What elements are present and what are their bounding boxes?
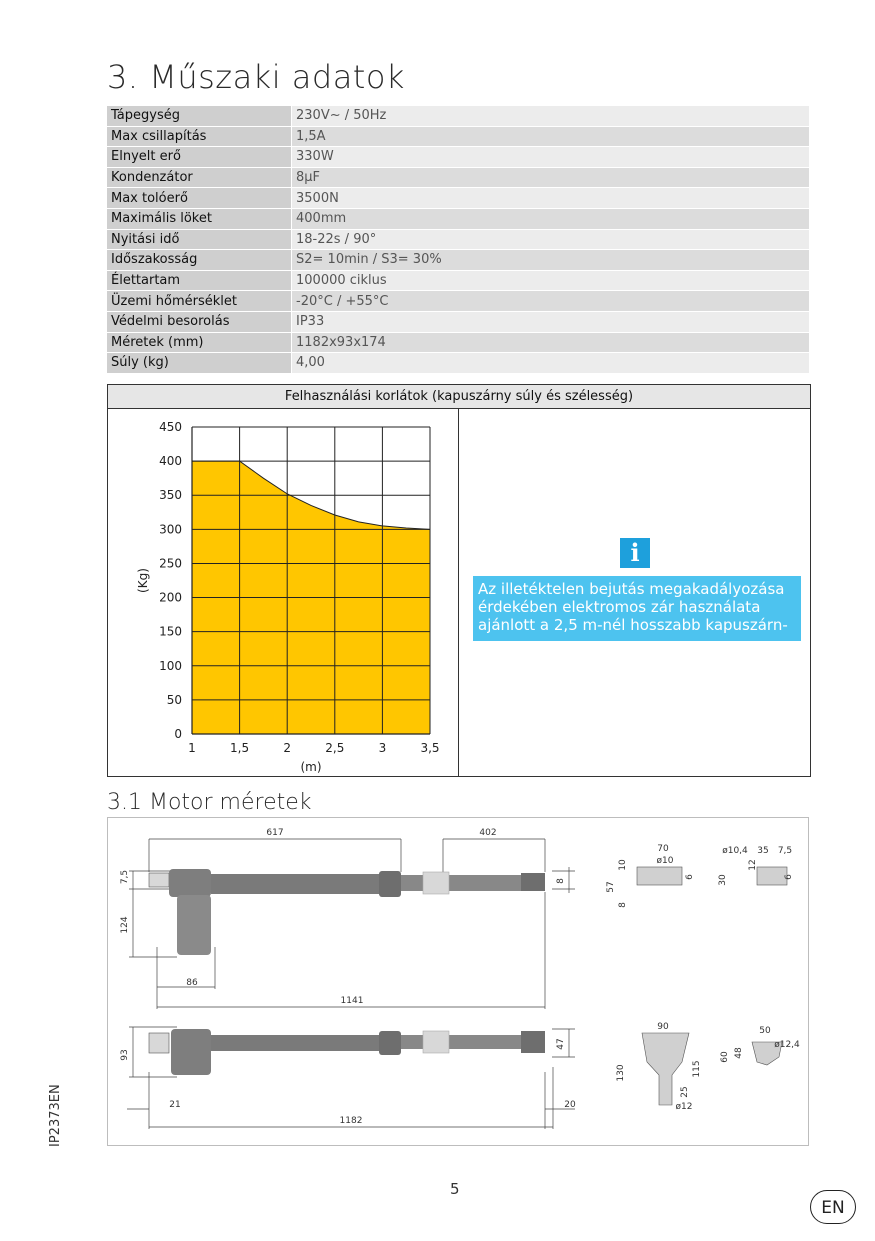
dim-b4-48: 48	[734, 1047, 744, 1059]
spec-label: Tápegység	[107, 106, 292, 127]
chart-y-tick-label: 100	[159, 658, 182, 673]
spec-value: -20°C / +55°C	[292, 291, 810, 312]
spec-value: 400mm	[292, 208, 810, 229]
spec-value: 8μF	[292, 167, 810, 188]
dim-b3-130: 130	[616, 1064, 626, 1082]
info-icon: i	[620, 538, 650, 568]
chart-x-tick-label: 2	[283, 741, 292, 755]
dim-b2-6: 6	[784, 874, 794, 880]
dim-20: 20	[564, 1100, 576, 1110]
spec-label: Időszakosság	[107, 250, 292, 271]
spec-value: 230V~ / 50Hz	[292, 106, 810, 127]
dim-b1-10: 10	[618, 859, 628, 871]
subsection-heading: 3.1 Motor méretek	[107, 790, 312, 815]
dim-124: 124	[120, 916, 130, 934]
chart-y-tick-label: 300	[159, 522, 182, 537]
dim-617: 617	[266, 828, 284, 838]
chart-y-tick-label: 350	[159, 488, 182, 503]
chart-x-tick-label: 1	[188, 741, 196, 755]
dim-86: 86	[186, 978, 198, 988]
dim-21: 21	[169, 1100, 181, 1110]
spec-row	[107, 332, 810, 353]
spec-label: Elnyelt erő	[107, 147, 292, 168]
dim-402: 402	[479, 828, 497, 838]
dim-b3-d12: ø12	[675, 1102, 693, 1112]
dim-b1-70: 70	[657, 844, 669, 854]
spec-value: 3500N	[292, 188, 810, 209]
dim-b1-57: 57	[606, 881, 616, 893]
spec-row	[107, 188, 810, 209]
dim-b2-12: 12	[748, 859, 758, 871]
spec-label: Max csillapítás	[107, 126, 292, 147]
spec-value: 18-22s / 90°	[292, 229, 810, 250]
dim-b1-8: 8	[618, 902, 628, 908]
chart-x-tick-label: 3	[378, 741, 387, 755]
chart-y-tick-label: 50	[166, 692, 182, 707]
spec-value: 4,00	[292, 353, 810, 374]
spec-label: Kondenzátor	[107, 167, 292, 188]
spec-label: Max tolóerő	[107, 188, 292, 209]
language-badge: EN	[810, 1190, 856, 1224]
document-code: IP2373EN	[48, 1084, 63, 1147]
spec-row	[107, 126, 810, 147]
spec-row	[107, 167, 810, 188]
spec-row	[107, 270, 810, 291]
dim-b2-d10-4: ø10,4	[722, 846, 748, 856]
dim-8: 8	[556, 878, 566, 884]
motor-top-view	[149, 869, 545, 955]
chart-y-tick-label: 250	[159, 556, 182, 571]
spec-row	[107, 208, 810, 229]
chart-x-tick-label: 1,5	[230, 741, 250, 755]
dim-b2-7-5: 7,5	[777, 846, 793, 856]
chart-y-tick-label: 0	[174, 727, 182, 741]
dim-93: 93	[120, 1049, 130, 1061]
bracket-drawings	[637, 867, 787, 1105]
dim-b4-50: 50	[759, 1026, 771, 1036]
spec-label: Nyitási idő	[107, 229, 292, 250]
chart-y-axis-label: (Kg)	[136, 568, 150, 593]
spec-row	[107, 106, 810, 127]
motor-dimension-drawing	[107, 817, 809, 1146]
spec-row	[107, 250, 810, 271]
panel-divider	[458, 409, 459, 776]
chart-y-tick-label: 450	[159, 420, 182, 434]
chart-y-tick-label: 400	[159, 454, 182, 469]
spec-label: Élettartam	[107, 270, 292, 291]
spec-row	[107, 229, 810, 250]
dim-47: 47	[556, 1038, 566, 1050]
spec-label: Védelmi besorolás	[107, 311, 292, 332]
dim-1141: 1141	[340, 996, 364, 1006]
spec-label: Üzemi hőmérséklet	[107, 291, 292, 312]
chart-y-tick-label: 200	[159, 590, 182, 605]
spec-value: S2= 10min / S3= 30%	[292, 250, 810, 271]
page-number: 5	[450, 1180, 460, 1198]
dim-b3-115: 115	[692, 1060, 702, 1078]
dim-b1-6: 6	[685, 874, 695, 880]
weight-width-chart	[107, 408, 457, 774]
spec-value: 330W	[292, 147, 810, 168]
usage-limits-title: Felhasználási korlátok (kapuszárny súly és szélesség)	[108, 385, 810, 409]
dim-b4-d12-4: ø12,4	[774, 1040, 800, 1050]
info-note: Az illetéktelen bejutás megakadályozása érdekében elektromos zár használata ajánlott a 2,5 m-nél hosszabb kapuszárn-	[473, 576, 801, 641]
spec-value: 1182x93x174	[292, 332, 810, 353]
chart-y-tick-label: 150	[159, 624, 182, 639]
spec-row	[107, 147, 810, 168]
spec-label: Maximális löket	[107, 208, 292, 229]
spec-label: Méretek (mm)	[107, 332, 292, 353]
spec-row	[107, 291, 810, 312]
motor-bottom-view	[149, 1029, 545, 1075]
dim-b4-60: 60	[720, 1051, 730, 1063]
spec-value: IP33	[292, 311, 810, 332]
spec-table	[106, 105, 810, 374]
dim-b1-d10: ø10	[656, 856, 674, 866]
spec-label: Súly (kg)	[107, 353, 292, 374]
dim-b2-30: 30	[718, 874, 728, 886]
dim-b3-90: 90	[657, 1022, 669, 1032]
chart-x-tick-label: 2,5	[325, 741, 345, 755]
spec-value: 1,5A	[292, 126, 810, 147]
spec-row	[107, 353, 810, 374]
chart-x-tick-label: 3,5	[420, 741, 440, 755]
spec-row	[107, 311, 810, 332]
spec-value: 100000 ciklus	[292, 270, 810, 291]
dim-1182: 1182	[339, 1116, 363, 1126]
dim-b3-25: 25	[680, 1086, 690, 1098]
dim-b2-35: 35	[757, 846, 769, 856]
dim-7-5: 7,5	[120, 869, 130, 885]
section-heading: 3. Műszaki adatok	[107, 58, 405, 96]
chart-x-axis-label: (m)	[300, 760, 322, 774]
